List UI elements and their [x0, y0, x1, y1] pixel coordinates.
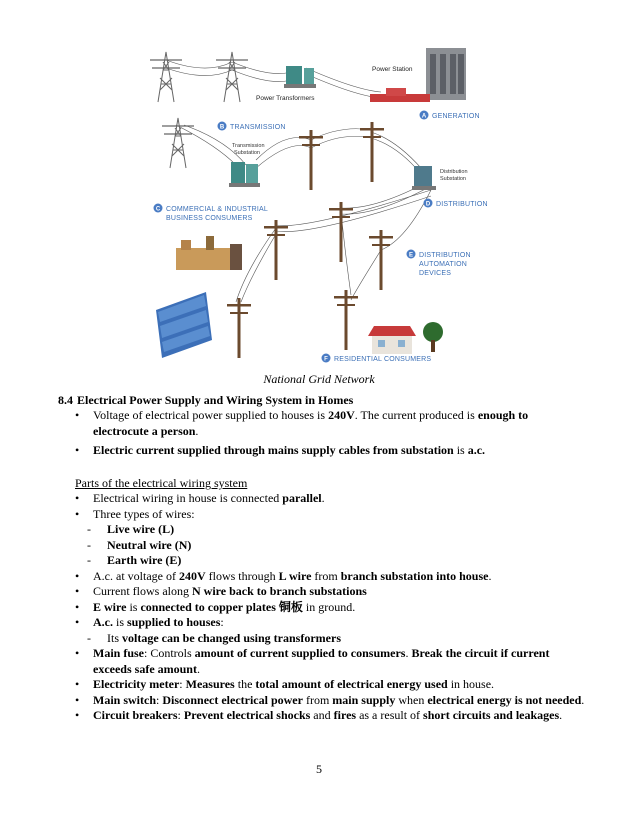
bullet [75, 584, 89, 600]
list-item: - Earth wire (E) [75, 553, 585, 569]
bullet [75, 615, 89, 631]
transmission-tower [162, 118, 194, 168]
list-item: • Main fuse: Controls amount of current supplied to consumers. Break the circuit if current exceeds safe amount. [75, 646, 585, 677]
section-title: Electrical Power Supply and Wiring System in Homes [77, 393, 354, 407]
bullet [75, 677, 89, 693]
badge-e [407, 250, 416, 259]
label-automation: AUTOMATION [419, 261, 468, 268]
list-item: • A.c. is supplied to houses: [75, 615, 585, 631]
bullet [75, 507, 89, 523]
bullet [75, 600, 89, 616]
factory-building [176, 236, 242, 270]
utility-pole [264, 220, 288, 280]
utility-pole [299, 130, 323, 190]
national-grid-illustration [136, 40, 502, 368]
bullet [75, 646, 89, 662]
bullet [75, 708, 89, 724]
badge-f [322, 354, 331, 363]
list-item: • Electricity meter: Measures the total amount of electrical energy used in house. [75, 677, 585, 693]
list-item: • Main switch: Disconnect electrical power from main supply when electrical energy is not needed. [75, 693, 585, 709]
badge-b [218, 122, 227, 131]
label-automation: DISTRIBUTION [419, 252, 471, 259]
dash [87, 538, 101, 554]
badge-c [154, 204, 163, 213]
dash [87, 522, 101, 538]
utility-pole [329, 202, 353, 262]
list-item: • Voltage of electrical power supplied to houses is 240V. The current produced is enough to electrocute a person. [75, 408, 585, 439]
badge-a [420, 111, 429, 120]
list-item: - Live wire (L) [75, 522, 585, 538]
figure-caption: National Grid Network [263, 372, 375, 386]
label-commercial: BUSINESS CONSUMERS [166, 215, 253, 222]
utility-pole [334, 290, 358, 350]
label-commercial: COMMERCIAL & INDUSTRIAL [166, 206, 268, 213]
power-station [370, 48, 466, 102]
svg-text:E: E [408, 252, 414, 259]
svg-text:B: B [219, 124, 225, 131]
parts-list [75, 491, 585, 724]
bullet [75, 443, 89, 459]
svg-text:F: F [324, 356, 328, 363]
utility-pole [227, 298, 251, 358]
label-transmission-substation: Substation [234, 150, 260, 156]
label-automation: DEVICES [419, 270, 452, 277]
page-number: 5 [316, 762, 322, 776]
label-power-transformers: Power Transformers [256, 95, 315, 102]
dash [87, 631, 101, 647]
svg-text:A: A [421, 113, 427, 120]
list-item: • Electric current supplied through mains supply cables from substation is a.c. [75, 443, 585, 459]
svg-text:C: C [155, 206, 161, 213]
list-item: • Electrical wiring in house is connected parallel. [75, 491, 585, 507]
label-residential: RESIDENTIAL CONSUMERS [334, 356, 432, 363]
label-transmission: TRANSMISSION [230, 124, 286, 131]
utility-pole [360, 122, 384, 182]
section-number: 8.4 [58, 393, 73, 407]
list-item: • Current flows along N wire back to branch substations [75, 584, 585, 600]
dash [87, 553, 101, 569]
list-item: • Circuit breakers: Prevent electrical shocks and fires as a result of short circuits and leakages. [75, 708, 585, 724]
list-item: • E wire is connected to copper plates 铜板 in ground. [75, 600, 585, 616]
bullet [75, 491, 89, 507]
residential-house [368, 322, 443, 354]
list-item: - Neutral wire (N) [75, 538, 585, 554]
list-item: • Three types of wires: [75, 507, 585, 523]
power-transformers [284, 66, 316, 88]
list-item: • A.c. at voltage of 240V flows through L wire from branch substation into house. [75, 569, 585, 585]
bullet [75, 408, 89, 424]
transmission-tower [150, 52, 182, 102]
label-transmission-substation: Transmission [232, 143, 265, 149]
list-item: - Its voltage can be changed using transformers [75, 631, 585, 647]
bullet [75, 569, 89, 585]
svg-text:D: D [425, 201, 431, 208]
solar-panels [156, 292, 212, 358]
intro-list [75, 408, 585, 459]
section-heading [58, 393, 353, 408]
distribution-substation [412, 166, 436, 190]
badge-d [424, 199, 433, 208]
label-distribution: DISTRIBUTION [436, 201, 488, 208]
bullet [75, 693, 89, 709]
label-distribution-substation: Distribution [440, 169, 468, 175]
label-power-station: Power Station [372, 66, 413, 73]
transmission-substation [229, 162, 260, 187]
utility-pole [369, 230, 393, 290]
label-distribution-substation: Substation [440, 176, 466, 182]
label-generation: GENERATION [432, 113, 480, 120]
subheading: Parts of the electrical wiring system [75, 476, 248, 490]
transmission-tower [216, 52, 248, 102]
